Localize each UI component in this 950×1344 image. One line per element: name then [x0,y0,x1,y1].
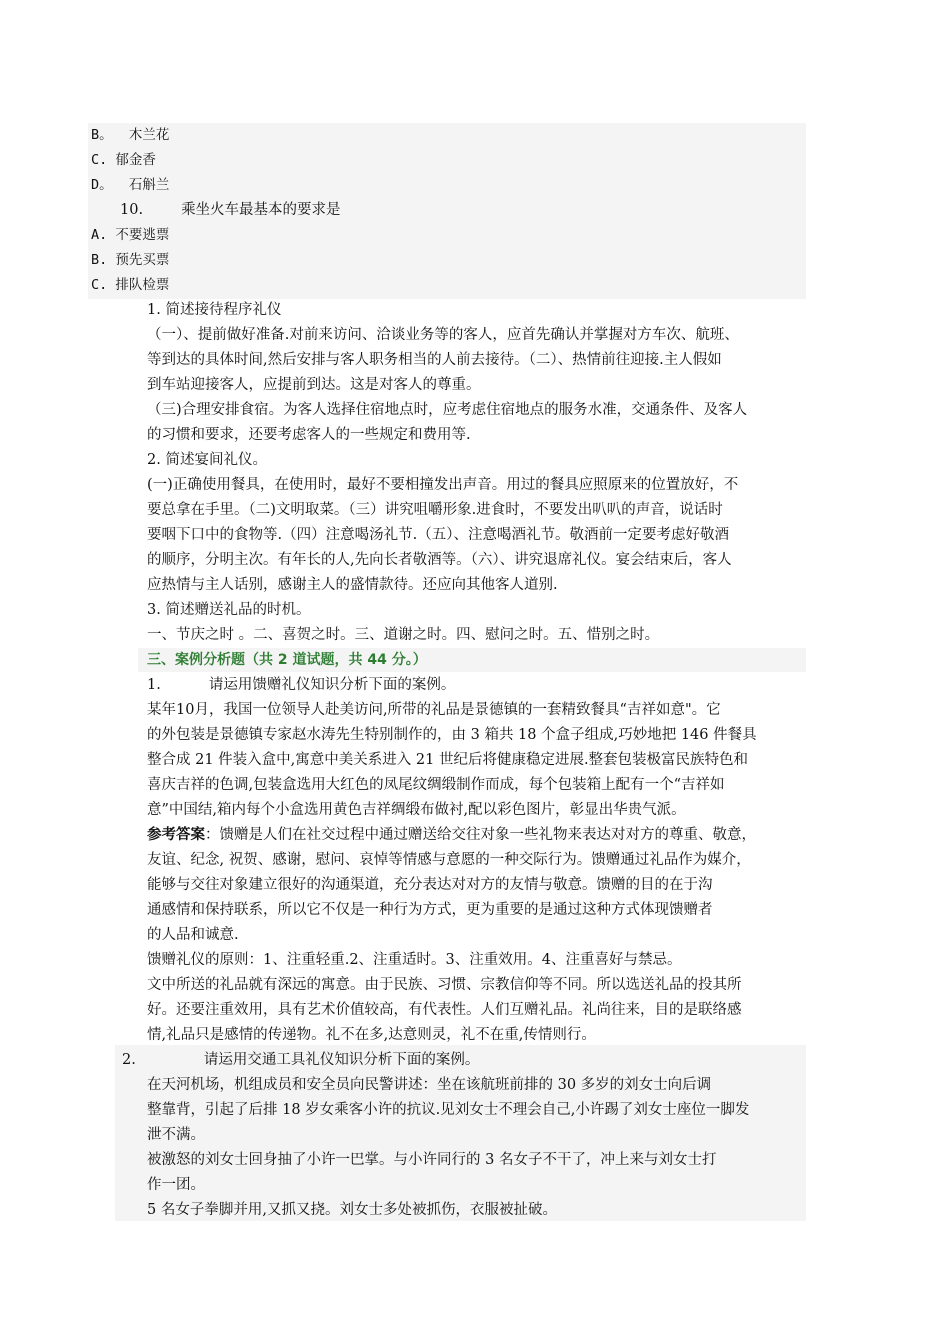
case2-line: 5 名女子拳脚并用,又抓又挠。刘女士多处被抓伤，衣服被扯破。 [147,1202,557,1218]
option-c-2: C. 排队检票 [91,277,170,293]
case1-answer-line: 情,礼品只是感情的传递物。礼不在多,达意则灵，礼不在重,传情则行。 [147,1027,596,1043]
case2-line: 在天河机场，机组成员和安全员向民警讲述：坐在该航班前排的 30 多岁的刘女士向后调 [147,1077,712,1093]
case1-answer-line: 文中所送的礼品就有深远的寓意。由于民族、习惯、宗教信仰等不同。所以选送礼品的投其所 [147,977,742,993]
case1-line: 某年10月，我国一位领导人赴美访问,所带的礼品是景德镇的一套精致餐具“吉祥如意"。它 [147,702,721,718]
short-q3-line: 一、节庆之时 。二、喜贺之时。三、道谢之时。四、慰问之时。五、惜别之时。 [147,627,660,643]
option-b: B。 木兰花 [91,127,170,143]
answer-label: 参考答案 [147,826,205,843]
case1-answer-line: 友谊、纪念, 祝贺、感谢，慰问、哀悼等情感与意愿的一种交际行为。馈赠通过礼品作为媒介， [147,852,751,868]
option-a: A. 不要逃票 [91,227,170,243]
case1-answer-line: 通感情和保持联系，所以它不仅是一种行为方式，更为重要的是通过这种方式体现馈赠者 [147,902,713,918]
case2-line: 泄不满。 [147,1127,205,1143]
short-q2-title: 2. 简述宴间礼仪。 [147,452,267,468]
case2-line: 作一团。 [147,1177,205,1193]
short-q3-title: 3. 简述赠送礼品的时机。 [147,602,311,618]
short-q2-line: 要总拿在手里。（二)文明取菜。（三）讲究咀嚼形象.进食时，不要发出叭叭的声音，说话时 [147,502,723,518]
short-q2-line: 的顺序，分明主次。有年长的人,先向长者敬酒等。（六）、讲究退席礼仪。宴会结束后，客人 [147,552,732,568]
case2-line: 整靠背，引起了后排 18 岁女乘客小许的抗议.见刘女士不理会自己,小许踢了刘女士座位一脚发 [147,1102,750,1118]
case1-line: 整合成 21 件装入盒中,寓意中美关系进入 21 世纪后将健康稳定进展.整套包装极富民族特色和 [147,752,749,768]
case1-answer-first: 参考答案：馈赠是人们在社交过程中通过赠送给交往对象一些礼物来表达对对方的尊重、敬意， [147,826,756,843]
short-q2-line: 应热情与主人话别，感谢主人的盛情款待。还应向其他客人道别. [147,577,558,593]
case1-answer-line: 馈赠礼仪的原则：1、注重轻重.2、注重适时。3、注重效用。4、注重喜好与禁忌。 [147,952,682,968]
short-q1-line: 的习惯和要求，还要考虑客人的一些规定和费用等. [147,427,471,443]
short-q1-line: 等到达的具体时间,然后安排与客人职务相当的人前去接待。（二）、热情前往迎接.主人假如 [147,352,722,368]
short-q1-line: （三)合理安排食宿。为客人选择住宿地点时，应考虑住宿地点的服务水准，交通条件、及客人 [147,402,748,418]
case1-line: 喜庆吉祥的色调,包装盒选用大红色的凤尾纹绸缎制作而成，每个包装箱上配有一个“吉祥如 [147,777,725,793]
case1-line: 的外包装是景德镇专家赵水涛先生特别制作的，由 3 箱共 18 个盒子组成,巧妙地把 146 件餐具 [147,727,757,743]
section3-title: 三、案例分析题（共 2 道试题，共 44 分。） [147,652,427,668]
short-q2-line: (一)正确使用餐具，在使用时，最好不要相撞发出声音。用过的餐具应照原来的位置放好，不 [147,477,739,493]
case1-answer-line: 的人品和诚意. [147,927,239,943]
option-d: D。 石斛兰 [91,177,170,193]
case1-line: 意”中国结,箱内每个小盒选用黄色吉祥绸缎布做衬,配以彩色图片，彰显出华贵气派。 [147,802,686,818]
case2-line: 被激怒的刘女士回身抽了小许一巴掌。与小许同行的 3 名女子不干了，冲上来与刘女士打 [147,1152,717,1168]
option-c: C. 郁金香 [91,152,156,168]
case2-question: 2. 请运用交通工具礼仪知识分析下面的案例。 [122,1052,480,1068]
case1-answer-line: 好。还要注重效用，具有艺术价值较高，有代表性。人们互赠礼品。礼尚往来，目的是联络感 [147,1002,742,1018]
case1-question: 1. 请运用馈赠礼仪知识分析下面的案例。 [147,677,456,693]
short-q1-title: 1. 简述接待程序礼仪 [147,302,282,318]
question-10: 10. 乘坐火车最基本的要求是 [120,202,341,218]
case1-answer-line: 能够与交往对象建立很好的沟通渠道，充分表达对对方的友情与敬意。馈赠的目的在于沟 [147,877,713,893]
short-q1-line: 到车站迎接客人，应提前到达。这是对客人的尊重。 [147,377,481,393]
option-b-2: B. 预先买票 [91,252,170,268]
short-q1-line: （一）、提前做好准备.对前来访问、洽谈业务等的客人，应首先确认并掌握对方车次、航班、 [147,327,739,343]
short-q2-line: 要咽下口中的食物等.（四）注意喝汤礼节.（五）、注意喝酒礼节。敬酒前一定要考虑好敬酒 [147,527,729,543]
